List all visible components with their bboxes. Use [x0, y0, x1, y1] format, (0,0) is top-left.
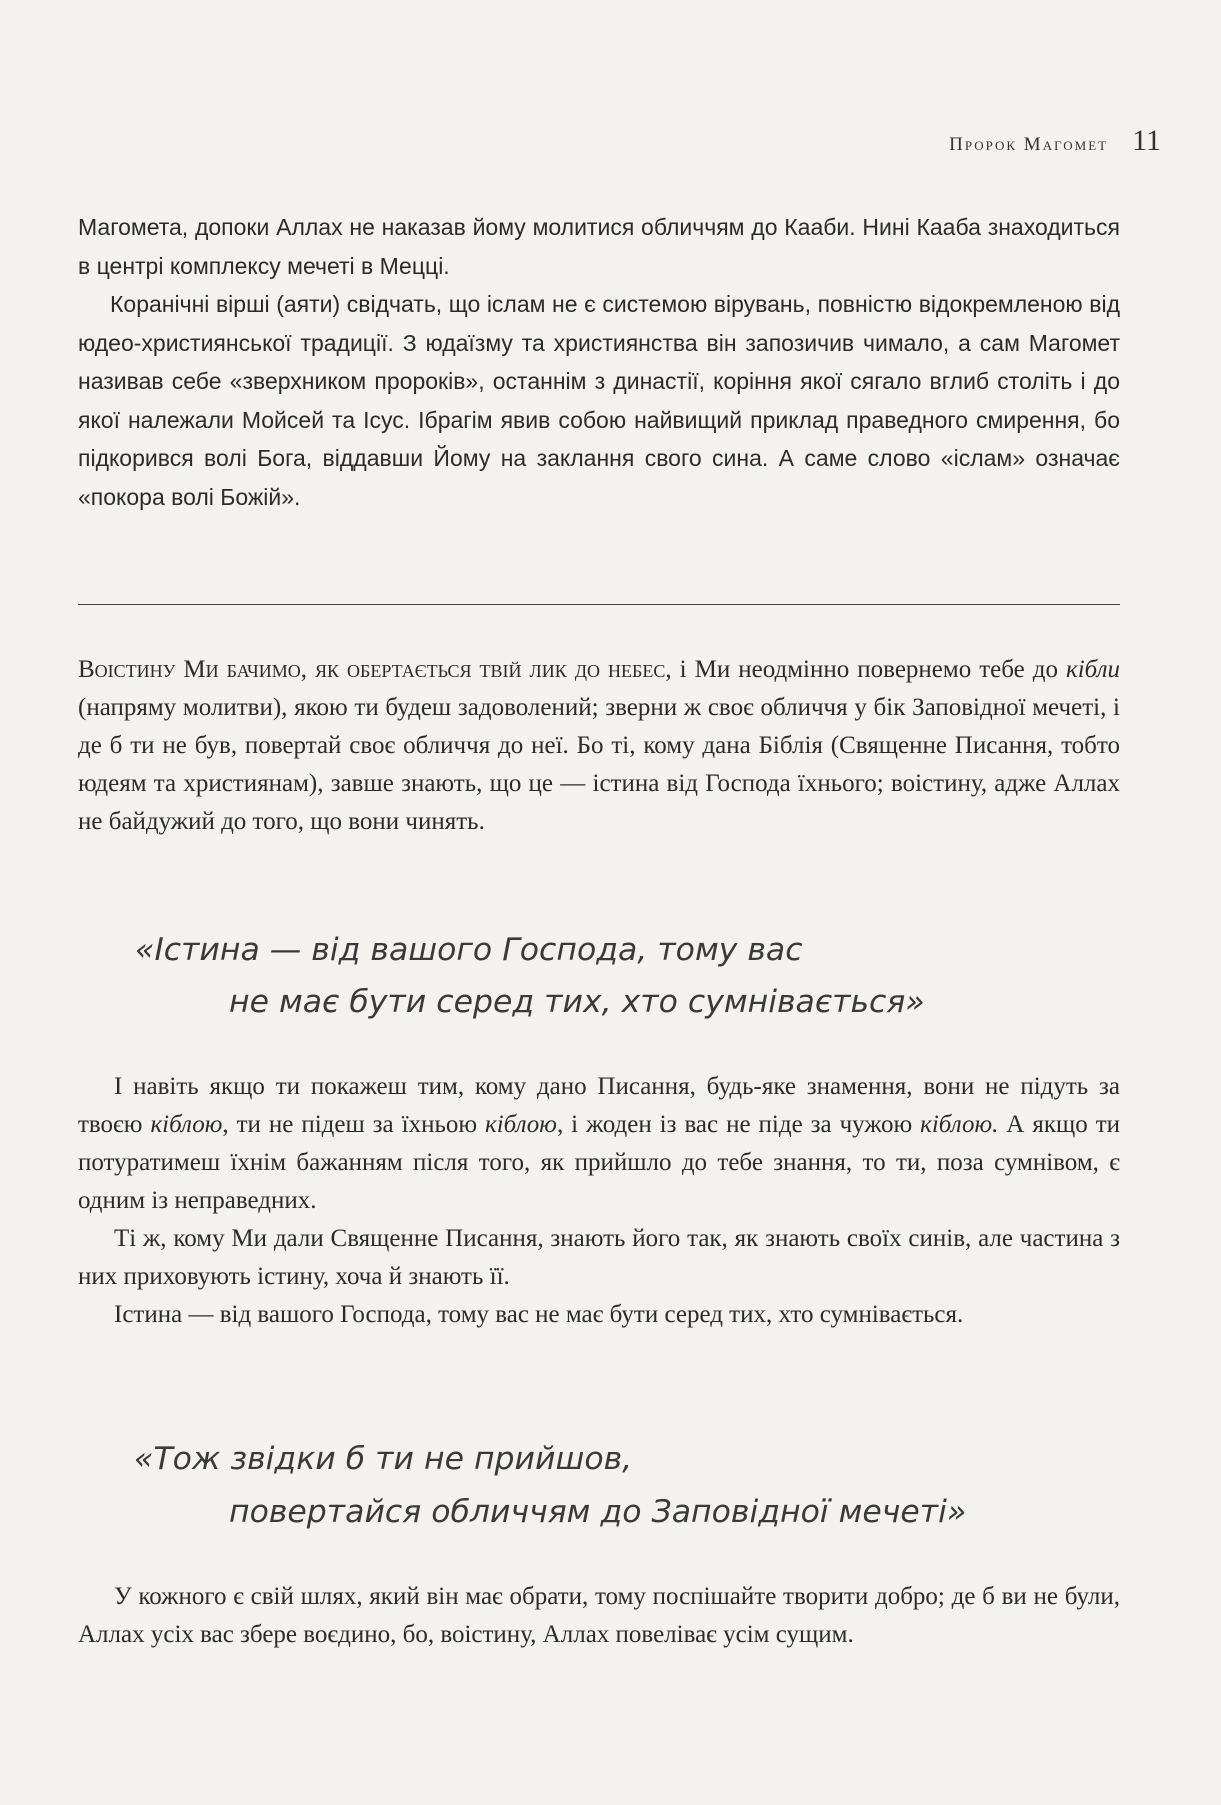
quran-paragraph: У кожного є свій шлях, який він має обрати, тому поспішайте творити добро; де б ви не були, Аллах усіх вас збере воєдино, бо, воістину, Аллах повеліває усім сущим. — [78, 1583, 1120, 1648]
italic-term: кіблою — [150, 1111, 223, 1138]
text-run: І навіть якщо ти покажеш тим, кому дано Писання, будь-яке знамення, вони не підуть за твоєю — [78, 1073, 1120, 1138]
commentary-text — [78, 208, 1120, 516]
running-title: Пророк Магомет — [949, 134, 1109, 155]
quran-excerpt-1 — [78, 651, 1120, 841]
quran-paragraph — [78, 651, 1120, 841]
quran-paragraph: Істина — від вашого Господа, тому вас не має бути серед тих, хто сумнівається. — [114, 1301, 964, 1328]
pull-quote-1-line-1: «Істина — від вашого Господа, тому вас — [135, 932, 803, 968]
pull-quote-2-line-1: «Тож звідки б ти не прийшов, — [134, 1441, 633, 1477]
italic-term: кіблою. — [920, 1111, 999, 1138]
page-number: 11 — [1132, 124, 1161, 157]
small-caps-lead-in: Воістину Ми бачимо, як обертається твій лик до небес, — [78, 656, 672, 683]
text-run: (напряму молитви), якою ти будеш задоволений; зверни ж своє обличчя у бік Заповідної мечеті, і де б ти не був, повертай своє обличчя до неї. Бо ті, кому дана Біблія (Священне Писання, тобто юдеям та християнам), завше знають, що це — істина від Господа їхнього; воістину, адже Аллах не байдужий до того, що вони чинять. — [78, 694, 1120, 835]
commentary-paragraph: Коранічні вірші (аяти) свідчать, що іслам не є системою вірувань, повністю відокремленою від юдео-християнської традиції. З юдаїзму та християнства він запозичив чимало, а сам Магомет називав себе «зверхником пророків», останнім з династії, коріння якої сягало вглиб століть і до якої належали Мойсей та Ісус. Ібрагім явив собою найвищий приклад праведного смирення, бо підкорився волі Бога, віддавши Йому на заклання свого сина. А саме слово «іслам» означає «покора волі Божій». — [78, 291, 1120, 510]
commentary-paragraph: Магомета, допоки Аллах не наказав йому молитися обличчям до Кааби. Нині Каaба знаходиться в центрі комплексу мечеті в Мецці. — [78, 214, 1120, 279]
text-run: , ти не підеш за їхньою — [222, 1111, 485, 1138]
section-divider — [78, 604, 1120, 605]
quran-paragraph: Ті ж, кому Ми дали Священне Писання, знають його так, як знають своїх синів, але частина з них приховують істину, хоча й знають її. — [78, 1225, 1120, 1290]
text-run: , і жоден із вас не піде за чужою — [556, 1111, 921, 1138]
quran-excerpt-2 — [78, 1068, 1120, 1334]
pull-quote-1-line-2: не має бути серед тих, хто сумнівається» — [229, 984, 925, 1020]
italic-term: кіблою — [485, 1111, 557, 1138]
pull-quote-2-line-2: повертайся обличчям до Заповідної мечеті» — [229, 1494, 967, 1530]
running-head — [949, 124, 1161, 158]
quran-excerpt-3 — [78, 1578, 1120, 1654]
quran-paragraph — [78, 1068, 1120, 1220]
italic-term: кібли — [1066, 656, 1120, 683]
text-run: А якщо ти потуратимеш їхнім бажанням після того, як прийшло до тебе знання, то ти, поза сумнівом, є одним із неправедних. — [78, 1111, 1120, 1214]
text-run: і Ми неодмінно повернемо тебе до — [671, 656, 1066, 683]
